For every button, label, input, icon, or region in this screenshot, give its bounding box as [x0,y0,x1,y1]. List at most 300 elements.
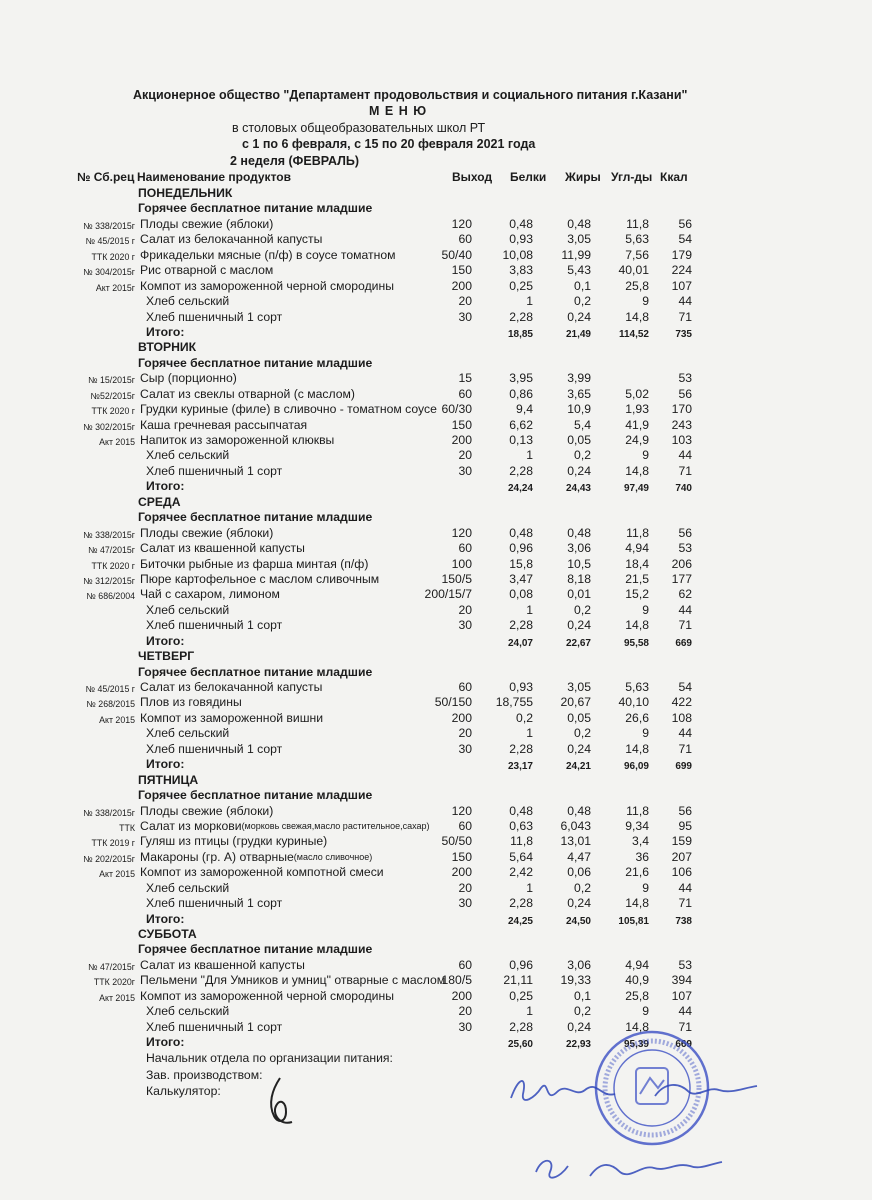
dish-name: Плоды свежие (яблоки) [140,803,274,818]
section-heading [0,665,872,680]
protein-value: 0,96 [509,957,533,972]
recipe-code: № 47/2015г [88,545,135,556]
dish-name: Салат из свеклы отварной (с маслом) [140,386,355,401]
fat-value: 22,93 [565,1039,591,1051]
portion-weight: 50/50 [441,834,472,849]
dish-name: Салат из белокачанной капусты [140,232,323,247]
kcal-value: 54 [678,232,692,247]
table-row [0,1004,872,1019]
carbs-value: 21,5 [625,571,649,586]
dish-name: Салат из моркови (морковь свежая,масло растительное,сахар) [140,818,430,833]
dish-name: Итого: [146,324,185,339]
section-heading [0,201,872,216]
kcal-value: 207 [671,849,692,864]
col-kcal: Ккал [660,170,688,184]
portion-weight: 20 [458,726,472,741]
carbs-value: 4,94 [625,541,649,556]
fat-value: 0,2 [574,448,591,463]
table-row [0,804,872,819]
fat-value: 0,05 [567,710,591,725]
kcal-value: 62 [678,587,692,602]
table-row [0,464,872,479]
doc-week: 2 неделя (ФЕВРАЛЬ) [230,154,360,168]
table-row [0,896,872,911]
signature-blue-bottom [530,1148,730,1188]
kcal-value: 422 [671,695,692,710]
protein-value: 11,8 [510,834,533,849]
kcal-value: 107 [671,278,692,293]
fat-value: 5,43 [567,263,591,278]
table-row [0,1020,872,1035]
recipe-code: № 338/2015г [83,220,135,231]
fat-value: 0,2 [574,294,591,309]
protein-value: 24,24 [507,483,533,495]
table-row [0,310,872,325]
fat-value: 13,01 [560,834,591,849]
dish-name: Итого: [146,633,185,648]
section-heading [0,356,872,371]
portion-weight: 60 [458,386,472,401]
portion-weight: 150/5 [441,571,472,586]
kcal-value: 177 [671,571,692,586]
portion-weight: 20 [458,880,472,895]
carbs-value: 11,8 [626,525,649,540]
protein-value: 0,93 [509,680,533,694]
col-name: Наименование продуктов [137,170,291,184]
kcal-value: 44 [678,448,692,463]
fat-value: 0,24 [567,309,591,324]
fat-value: 4,47 [567,849,591,864]
dish-name: Грудки куриные (филе) в сливочно - томатном соусе [140,402,437,417]
dish-name: ЧЕТВЕРГ [138,649,195,664]
carbs-value: 97,49 [623,483,649,495]
recipe-code: Акт 2015 [99,437,135,447]
fat-value: 3,06 [567,541,591,556]
col-out: Выход [452,170,493,184]
dish-name: Пельмени "Для Умников и умниц" отварные с маслом [140,973,446,988]
recipe-code: №52/2015г [90,390,135,401]
table-row [0,418,872,433]
table-row [0,279,872,294]
fat-value: 6,043 [560,818,591,833]
portion-weight: 60 [458,818,472,833]
protein-value: 1 [526,880,533,895]
protein-value: 0,48 [509,803,533,818]
day-heading [0,186,872,201]
dish-name: СРЕДА [138,494,181,509]
dish-name: Сыр (порционно) [140,371,237,386]
carbs-value: 15,2 [625,587,649,602]
dish-name: Макароны (гр. А) отварные (масло сливочное) [140,849,373,864]
carbs-value: 14,8 [625,1019,649,1034]
dish-name: Хлеб пшеничный 1 сорт [146,309,283,324]
carbs-value: 14,8 [625,618,649,633]
carbs-value: 24,9 [625,433,649,447]
fat-value: 19,33 [560,973,591,988]
kcal-value: 53 [678,371,692,386]
fat-value: 10,5 [567,556,591,571]
protein-value: 10,08 [502,247,533,262]
protein-value: 0,25 [509,988,533,1003]
carbs-value: 9 [642,602,649,617]
carbs-value: 40,9 [625,973,649,988]
doc-subtitle: в столовых общеобразовательных школ РТ [232,121,486,135]
table-row [0,603,872,618]
dish-name: СУББОТА [138,927,197,941]
table-row [0,819,872,834]
fat-value: 0,24 [567,741,591,756]
carbs-value: 5,63 [625,232,649,247]
fat-value: 3,05 [567,680,591,694]
table-row [0,587,872,602]
kcal-value: 95 [678,818,692,833]
carbs-value: 4,94 [625,957,649,972]
fat-value: 3,65 [567,386,591,401]
protein-value: 0,13 [509,433,533,447]
portion-weight: 30 [458,741,472,756]
kcal-value: 53 [678,541,692,556]
fat-value: 0,24 [567,896,591,911]
portion-weight: 100 [451,556,472,571]
kcal-value: 71 [678,896,692,911]
fat-value: 0,05 [567,433,591,447]
dish-name: Плоды свежие (яблоки) [140,216,274,231]
recipe-code: ТТК 2019 г [91,838,135,849]
dish-name: Хлеб сельский [146,294,230,309]
carbs-value: 14,8 [625,741,649,756]
dish-name: Компот из замороженной черной смородины [140,278,394,293]
protein-value: 2,28 [509,896,533,911]
table-row [0,248,872,263]
kcal-value: 44 [678,1004,692,1019]
fat-value: 3,06 [567,957,591,972]
recipe-code: Акт 2015 [99,992,135,1003]
protein-value: 23,17 [507,761,533,773]
dish-name: ПОНЕДЕЛЬНИК [138,186,233,200]
portion-weight: 60 [458,541,472,556]
kcal-value: 44 [678,726,692,741]
footer-calculator: Калькулятор: [146,1084,221,1098]
dish-name: Хлеб пшеничный 1 сорт [146,896,283,911]
total-row [0,325,872,340]
protein-value: 0,08 [509,587,533,602]
recipe-code: ТТК 2020 г [91,251,135,262]
carbs-value: 9 [642,294,649,309]
portion-weight: 150 [451,849,472,864]
protein-value: 2,28 [509,618,533,633]
protein-value: 3,83 [509,263,533,278]
table-row [0,448,872,463]
portion-weight: 200 [451,865,472,880]
dish-name: Компот из замороженной черной смородины [140,988,394,1003]
dish-name: Биточки рыбные из фарша минтая (п/ф) [140,556,369,571]
signature-blue-top [505,1068,765,1113]
kcal-value: 740 [675,483,692,495]
fat-value: 24,43 [565,483,591,495]
protein-value: 21,11 [503,973,533,988]
fat-value: 0,24 [567,1019,591,1034]
dish-name: Хлеб пшеничный 1 сорт [146,463,283,478]
recipe-code: № 15/2015г [88,375,135,386]
portion-weight: 60 [458,232,472,247]
total-row [0,1035,872,1050]
kcal-value: 56 [678,525,692,540]
portion-weight: 30 [458,618,472,633]
protein-value: 1 [526,448,533,463]
protein-value: 18,85 [507,328,533,340]
fat-value: 5,4 [574,417,591,432]
day-heading [0,773,872,788]
dish-name: Итого: [146,479,185,494]
protein-value: 5,64 [509,849,533,864]
fat-value: 10,9 [567,402,591,417]
protein-value: 3,95 [509,371,533,386]
kcal-value: 669 [675,1039,692,1051]
carbs-value: 40,10 [618,695,649,710]
dish-name: Салат из квашенной капусты [140,541,305,556]
kcal-value: 56 [678,386,692,401]
portion-weight: 200 [451,433,472,447]
protein-value: 3,47 [509,571,533,586]
table-row [0,387,872,402]
carbs-value: 14,8 [625,896,649,911]
fat-value: 3,05 [567,232,591,247]
portion-weight: 60/30 [441,402,472,417]
col-carbs: Угл-ды [611,170,653,184]
day-heading [0,340,872,355]
fat-value: 8,18 [567,571,591,586]
carbs-value: 9 [642,726,649,741]
table-row [0,742,872,757]
kcal-value: 53 [678,957,692,972]
recipe-code: № 47/2015г [88,961,135,972]
dish-name: Фрикадельки мясные (п/ф) в соусе томатном [140,247,396,262]
carbs-value: 5,02 [625,386,649,401]
table-row [0,958,872,973]
kcal-value: 71 [678,1019,692,1034]
dish-name: Хлеб сельский [146,602,230,617]
menu-table [0,186,872,1051]
recipe-code: № 45/2015 г [85,236,135,247]
doc-title: М Е Н Ю [369,104,428,118]
protein-value: 1 [526,726,533,741]
kcal-value: 44 [678,880,692,895]
table-row [0,402,872,417]
carbs-value: 18,4 [625,556,649,571]
dish-name: Салат из квашенной капусты [140,957,305,972]
protein-value: 0,2 [516,710,533,725]
kcal-value: 44 [678,602,692,617]
recipe-code: № 686/2004 [86,591,135,602]
total-row [0,757,872,772]
recipe-code: № 302/2015г [83,421,135,432]
portion-weight: 200 [451,278,472,293]
fat-value: 0,2 [574,880,591,895]
dish-name: Хлеб сельский [146,448,230,463]
total-row [0,479,872,494]
dish-name: Хлеб пшеничный 1 сорт [146,1019,283,1034]
carbs-value: 95,39 [623,1039,649,1051]
section-heading [0,788,872,803]
carbs-value: 3,4 [632,834,649,849]
dish-name: Плоды свежие (яблоки) [140,525,274,540]
signature-black [250,1072,310,1132]
table-row [0,232,872,247]
carbs-value: 9 [642,448,649,463]
table-row [0,217,872,232]
kcal-value: 56 [678,216,692,231]
kcal-value: 206 [671,556,692,571]
day-heading [0,927,872,942]
dish-name: Пюре картофельное с маслом сливочным [140,571,380,586]
recipe-code: № 304/2015г [83,267,135,278]
carbs-value: 5,63 [625,680,649,694]
table-row [0,433,872,448]
fat-value: 0,06 [567,865,591,880]
recipe-code: № 268/2015 [86,699,135,710]
protein-value: 0,86 [509,386,533,401]
table-row [0,726,872,741]
dish-name: Хлеб сельский [146,880,230,895]
dish-name: Каша гречневая рассыпчатая [140,417,308,432]
fat-value: 24,50 [565,915,591,927]
portion-weight: 180/5 [441,973,472,988]
carbs-value: 26,6 [625,710,649,725]
portion-weight: 30 [458,1019,472,1034]
footer-production-manager: Зав. производством: [146,1068,263,1082]
fat-value: 0,01 [567,587,591,602]
table-row [0,865,872,880]
day-heading [0,649,872,664]
carbs-value: 95,58 [623,637,649,649]
protein-value: 0,48 [509,525,533,540]
portion-weight: 20 [458,448,472,463]
portion-weight: 120 [451,525,472,540]
dish-name: Напиток из замороженной клюквы [140,433,335,447]
dish-name: Хлеб пшеничный 1 сорт [146,741,283,756]
kcal-value: 735 [675,328,692,340]
protein-value: 1 [526,294,533,309]
dish-name: Чай с сахаром, лимоном [140,587,280,602]
portion-weight: 150 [451,263,472,278]
portion-weight: 60 [458,680,472,694]
kcal-value: 669 [675,637,692,649]
portion-weight: 30 [458,896,472,911]
col-code: № Сб.рец [77,170,135,184]
table-row [0,973,872,988]
fat-value: 11,99 [561,247,591,262]
portion-weight: 120 [451,803,472,818]
col-protein: Белки [510,170,547,184]
table-row [0,572,872,587]
section-heading [0,510,872,525]
protein-value: 0,93 [509,232,533,247]
carbs-value: 9 [642,1004,649,1019]
dish-name: Итого: [146,1035,185,1050]
table-row [0,557,872,572]
recipe-code: ТТК 2020 г [91,406,135,417]
protein-value: 24,25 [507,915,533,927]
dish-name: Хлеб сельский [146,1004,230,1019]
fat-value: 0,2 [574,602,591,617]
table-row [0,850,872,865]
protein-value: 1 [526,602,533,617]
fat-value: 24,21 [565,761,591,773]
carbs-value: 9 [642,880,649,895]
table-row [0,695,872,710]
dish-name: ВТОРНИК [138,340,197,355]
protein-value: 2,28 [509,463,533,478]
kcal-value: 170 [671,402,692,417]
dish-name: Горячее бесплатное питание младшие [138,942,373,957]
carbs-value: 11,8 [626,803,649,818]
protein-value: 2,28 [509,1019,533,1034]
dish-name: Хлеб пшеничный 1 сорт [146,618,283,633]
table-row [0,618,872,633]
dish-name: Компот из замороженной вишни [140,710,324,725]
recipe-code: Акт 2015г [95,282,135,293]
kcal-value: 699 [675,761,692,773]
fat-value: 0,1 [574,988,591,1003]
carbs-value: 25,8 [625,278,649,293]
dish-name: Компот из замороженной компотной смеси [140,865,384,880]
protein-value: 2,28 [509,741,533,756]
fat-value: 20,67 [560,695,591,710]
dish-note: (масло сливочное) [293,851,373,862]
protein-value: 15,8 [509,556,533,571]
portion-weight: 50/40 [441,247,472,262]
recipe-code: Акт 2015 [99,714,135,725]
fat-value: 0,1 [574,278,591,293]
dish-name: Горячее бесплатное питание младшие [138,355,373,370]
carbs-value: 7,56 [625,247,649,262]
portion-weight: 50/150 [434,695,472,710]
table-row [0,711,872,726]
carbs-value: 96,09 [623,761,649,773]
total-row [0,912,872,927]
recipe-code: № 45/2015 г [85,684,135,694]
carbs-value: 105,81 [618,915,649,927]
portion-weight: 20 [458,294,472,309]
carbs-value: 11,8 [626,216,649,231]
dish-name: Горячее бесплатное питание младшие [138,788,373,803]
kcal-value: 738 [675,915,692,927]
kcal-value: 108 [671,710,692,725]
carbs-value: 25,8 [625,988,649,1003]
section-heading [0,942,872,957]
table-row [0,263,872,278]
protein-value: 25,60 [507,1039,533,1051]
carbs-value: 41,9 [625,417,649,432]
portion-weight: 20 [458,1004,472,1019]
portion-weight: 60 [458,957,472,972]
recipe-code: № 338/2015г [83,529,135,540]
protein-value: 6,62 [509,417,533,432]
dish-name: Хлеб сельский [146,726,230,741]
protein-value: 0,25 [509,278,533,293]
portion-weight: 30 [458,463,472,478]
protein-value: 2,28 [509,309,533,324]
carbs-value: 36 [635,849,649,864]
dish-name: Горячее бесплатное питание младшие [138,664,373,679]
fat-value: 3,99 [567,371,591,386]
table-row [0,541,872,556]
kcal-value: 179 [671,247,692,262]
fat-value: 0,2 [574,726,591,741]
kcal-value: 71 [678,309,692,324]
fat-value: 21,49 [565,328,591,340]
kcal-value: 44 [678,294,692,309]
